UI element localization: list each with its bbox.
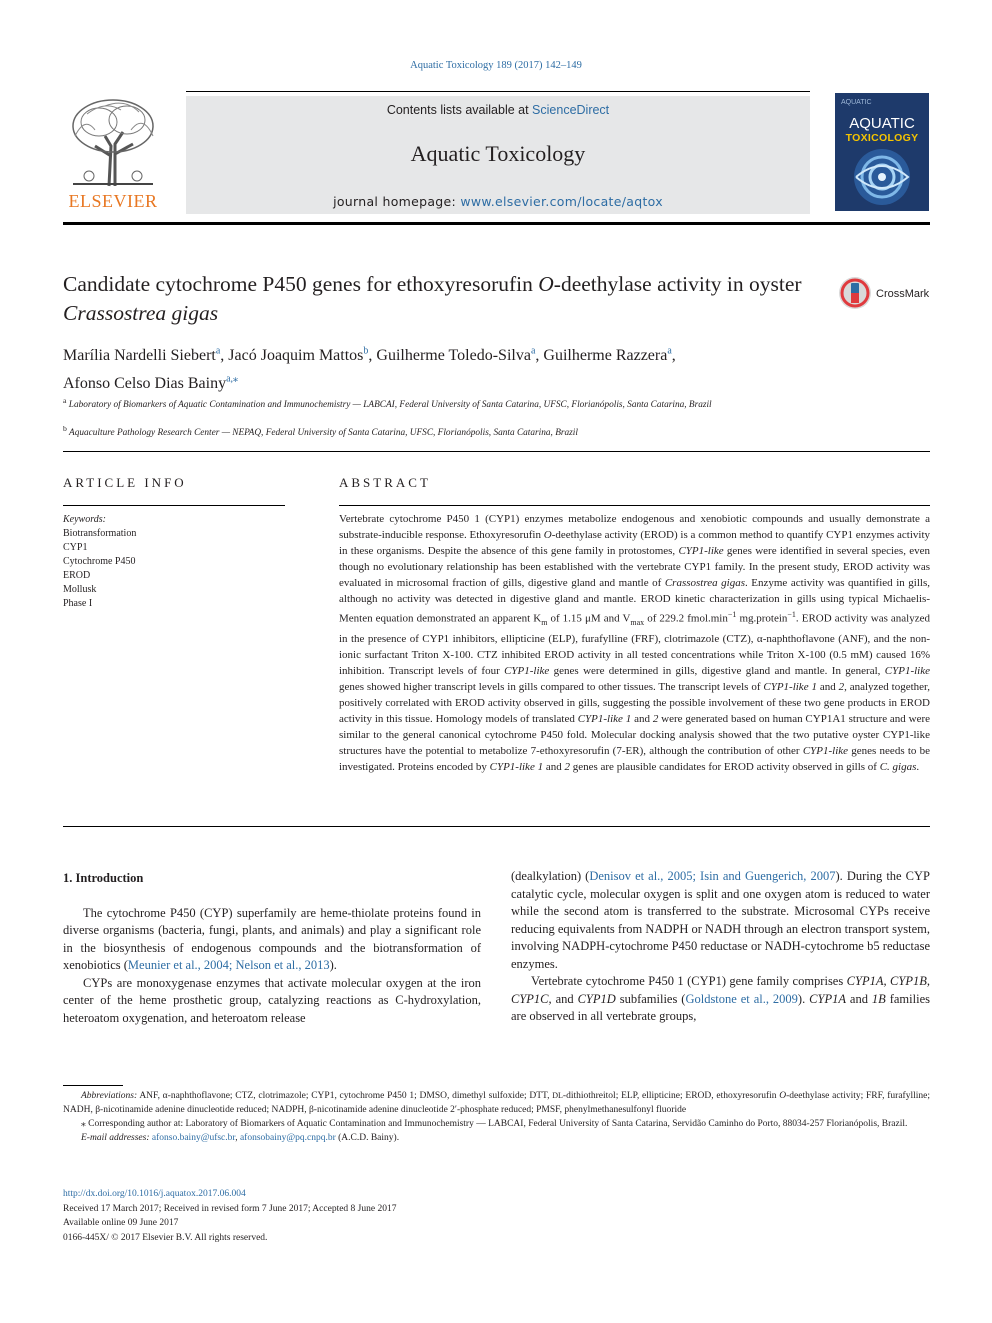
keyword: EROD: [63, 570, 91, 581]
article-info-rule: [63, 505, 285, 506]
footnote-abbreviations: Abbreviations: ANF, α-naphthoflavone; CTZ, clotrimazole; CYP1, cytochrome P450 1; DMSO, dimethyl sulfoxide; DTT, DL-dithiothreitol; ELP, ellipticine; EROD, ethoxyresorufin O-deethylase activity; FRF, furafylline; NADH, β-nicotinamide adenine dinucleotide reduced; NADPH, β-nicotinamide adenine dinucleotide 2′-phosphate reduced; PMSF, phenylmethanesulfonyl fluoride: [63, 1091, 930, 1115]
title-part-1: Candidate cytochrome P450 genes for ethoxyresorufin: [63, 272, 539, 296]
affiliation-b: [63, 422, 823, 440]
affiliation-mark: b: [63, 424, 67, 433]
contents-prefix: Contents lists available at: [386, 103, 533, 117]
author-separator: ,: [220, 347, 229, 365]
homepage-line: [186, 194, 810, 209]
author[interactable]: [228, 347, 376, 364]
author-affil-mark[interactable]: a: [667, 346, 672, 357]
author-affil-mark[interactable]: a: [215, 346, 221, 357]
available-online: Available online 09 June 2017: [63, 1218, 179, 1228]
affiliation-text: Aquaculture Pathology Research Center — NEPAQ, Federal University of Santa Catarina, UFSC, Florianópolis, Santa Catarina, Brazil: [69, 428, 578, 439]
author-name: Afonso Celso Dias Bainy: [63, 374, 227, 392]
affiliation-a: [63, 394, 823, 412]
paragraph: The cytochrome P450 (CYP) superfamily are heme-thiolate proteins found in diverse organisms (bacteria, fungi, plants, and animals) and play a significant role in the biosynthesis of endogenous compounds and the biotransformation of xenobiotics (Meunier et al., 2004; Nelson et al., 2013).: [63, 905, 481, 972]
keywords-label: Keywords:: [63, 514, 106, 525]
header-bottom-rule: [63, 222, 930, 225]
body-column-right: [511, 868, 930, 1026]
paragraph: CYPs are monoxygenase enzymes that activate molecular oxygen at the iron center of the heme prosthetic group, catalyzing reactions as C-hydroxylation, heteroatom oxygenation, and heteroatom release: [63, 975, 481, 1025]
homepage-link[interactable]: www.elsevier.com/locate/aqtox: [460, 194, 663, 209]
elsevier-tree-icon: [65, 96, 161, 188]
author[interactable]: [63, 347, 228, 364]
cover-title-aquatic: AQUATIC: [849, 115, 915, 132]
keyword: Biotransformation: [63, 528, 137, 539]
keywords-block: [63, 513, 283, 611]
title-species: Crassostrea gigas: [63, 301, 219, 325]
author[interactable]: [543, 347, 675, 364]
abstract-heading: ABSTRACT: [339, 475, 431, 490]
journal-name: Aquatic Toxicology: [410, 141, 586, 166]
journal-header-box: [186, 96, 810, 214]
sciencedirect-link[interactable]: ScienceDirect: [532, 103, 610, 117]
author-separator: ,: [535, 347, 544, 365]
author-name: Jacó Joaquim Mattos: [228, 347, 364, 365]
email-link[interactable]: afonso.bainy@ufsc.br: [151, 1133, 236, 1143]
publication-info: [63, 1187, 663, 1245]
affiliation-text: Laboratory of Biomarkers of Aquatic Contamination and Immunochemistry — LABCAI, Federal University of Santa Catarina, UFSC, Florianópolis, Santa Catarina, Brazil: [68, 400, 712, 411]
abstract-rule: [339, 505, 930, 506]
elsevier-logo[interactable]: [63, 96, 163, 214]
crossmark-badge[interactable]: [838, 276, 933, 310]
author-list: [63, 340, 923, 395]
doi-link[interactable]: http://dx.doi.org/10.1016/j.aquatox.2017.06.004: [63, 1189, 246, 1199]
homepage-prefix: journal homepage:: [333, 194, 461, 209]
footnote-rule: [63, 1085, 123, 1086]
section-heading-introduction: 1. Introduction: [63, 871, 144, 885]
received-dates: Received 17 March 2017; Received in revised form 7 June 2017; Accepted 8 June 2017: [63, 1203, 397, 1214]
author-separator: ,: [368, 347, 377, 365]
reference-link[interactable]: Meunier et al., 2004; Nelson et al., 2013: [127, 958, 330, 972]
crossmark-icon: [838, 276, 872, 310]
journal-cover[interactable]: [835, 93, 929, 211]
elsevier-wordmark: ELSEVIER: [68, 191, 158, 211]
reference-link[interactable]: Denisov et al., 2005; Isin and Guengerich, 2007: [589, 869, 836, 883]
author[interactable]: [376, 347, 543, 364]
title-part-2: -deethylase activity in oyster: [553, 272, 802, 296]
article-title: [63, 270, 823, 328]
abstract-text: Vertebrate cytochrome P450 1 (CYP1) enzymes metabolize endogenous and xenobiotic compounds and usually demonstrate a substrate-inducible response. Ethoxyresorufin O-deethylase activity (EROD) is a common method to quantify CYP1 enzymes activity in these organisms. Despite the absence of this gene family in protostomes, CYP1-like genes were identified in several species, even though no evolutionary relationship has been established with the vertebrate CYP1 family. In the present study, EROD activity was evaluated in microsomal fraction of gills, digestive gland and mantle of Crassostrea gigas. Enzyme activity was quantified in gills, although no activity was detected in digestive gland and mantle. EROD kinetic characterization in gills using typical Michaelis-Menten equation demonstrated an apparent $K_m$ of 1.15 μM and $V_{max}$ of 229.2 $fmol.\min^{-1}$ mg.protein$^{-1}$. EROD activity was analyzed in the presence of CYP1 inhibitors, ellipticine (ELP), furafylline (FRF), clotrimazole (CTZ), α-naphthoflavone (ANF), and the non-ionic surfactant Triton X-100. CTZ inhibited EROD activity in all tested concentrations while Triton X-100 (0.5 mM) caused 16% inhibition. Transcript levels of four CYP1-like genes were determined in gills, digestive gland and mantle. In general, CYP1-like genes showed higher transcript levels in gills compared to other tissues. The transcript levels of CYP1-like 1 and 2, analyzed together, positively correlated with EROD activity observed in gills, suggesting the possible involvement of these two gene products in EROD activity in this tissue. Homology models of translated CYP1-like 1 and 2 were generated based on human CYP1A1 structure and were similar to the general canonical cytochrome P450 fold. Molecular docking analysis showed that the two putative oyster CYP1-like structures have the potential to metabolize 7-ethoxyresorufin (7-ER), although the contribution of other CYP1-like genes needs to be investigated. Proteins encoded by CYP1-like 1 and 2 genes are plausible candidates for EROD activity observed in gills of C. gigas.: [339, 513, 931, 773]
footnotes: [63, 1089, 930, 1145]
email-link[interactable]: afonsobainy@pq.cnpq.br: [239, 1133, 336, 1143]
keyword: Phase I: [63, 598, 93, 609]
author[interactable]: [63, 375, 238, 392]
author-name: Marília Nardelli Siebert: [63, 347, 216, 365]
keyword: Mollusk: [63, 584, 97, 595]
footnote-corresponding: ⁎ Corresponding author at: Laboratory of Biomarkers of Aquatic Contamination and Immunochemistry — LABCAI, Federal University of Santa Catarina, Servidão Caminho do Porto, 88034-257 Florianópolis, Brazil.: [81, 1119, 908, 1129]
author-affil-mark[interactable]: a: [530, 346, 536, 357]
affiliation-mark: a: [63, 396, 67, 405]
cover-title-toxicology: TOXICOLOGY: [845, 132, 919, 144]
contents-line: [186, 103, 810, 117]
journal-citation[interactable]: Aquatic Toxicology 189 (2017) 142–149: [410, 60, 582, 71]
author-affil-mark[interactable]: b: [363, 346, 369, 357]
copyright: 0166-445X/ © 2017 Elsevier B.V. All rights reserved.: [63, 1232, 268, 1243]
author-separator: ,: [671, 347, 676, 365]
abstract-end-rule: [63, 826, 930, 827]
article-info-heading: ARTICLE INFO: [63, 475, 187, 490]
cover-swirl-icon: [850, 145, 914, 209]
reference-link[interactable]: Goldstone et al., 2009: [685, 991, 798, 1006]
title-italic-o: O: [538, 272, 554, 296]
header-top-rule: [186, 91, 810, 92]
section-divider: [63, 451, 930, 452]
author-name: Guilherme Razzera: [543, 347, 668, 365]
footnote-emails: E-mail addresses: afonso.bainy@ufsc.br, afonsobainy@pq.cnpq.br (A.C.D. Bainy).: [81, 1133, 400, 1143]
paragraph: Vertebrate cytochrome P450 1 (CYP1) gene family comprises CYP1A, CYP1B, CYP1C, and CYP1D subfamilies (Goldstone et al., 2009). CYP1A and 1B families are observed in all vertebrate groups,: [511, 974, 930, 1023]
keyword: Cytochrome P450: [63, 556, 136, 567]
body-column-left: [63, 870, 481, 1027]
keyword: CYP1: [63, 542, 88, 553]
author-name: Guilherme Toledo-Silva: [376, 347, 531, 365]
crossmark-label: CrossMark: [876, 288, 930, 300]
paragraph-continued: (dealkylation) (Denisov et al., 2005; Isin and Guengerich, 2007). During the CYP catalytic cycle, molecular oxygen is split and one oxygen atom is reduced to water while the second atom is transferred to the substrate. Microsomal CYPs receive reducing equivalents from NADPH or NADH through an electron transport system, involving NADPH-cytochrome P450 reductase or NADH-cytochrome b5 reductase enzymes.: [511, 869, 931, 971]
author-affil-mark[interactable]: a,⁎: [226, 373, 239, 385]
cover-top-text: AQUATIC: [841, 99, 872, 106]
